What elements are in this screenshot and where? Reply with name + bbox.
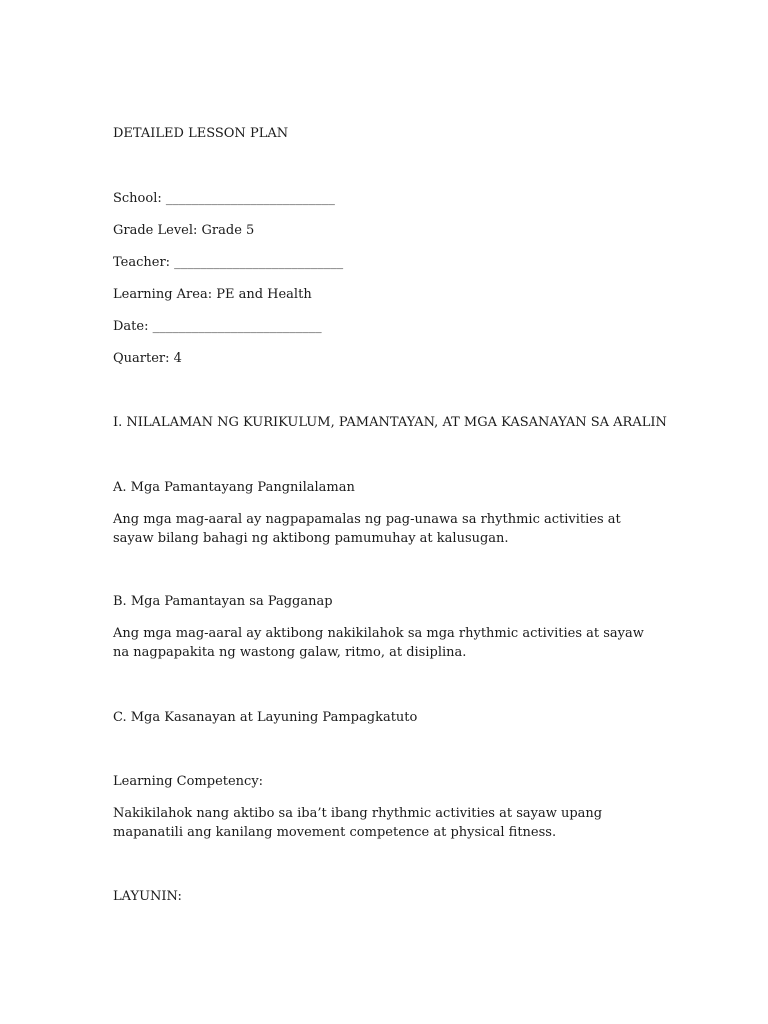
section-i-heading: I. NILALAMAN NG KURIKULUM, PAMANTAYAN, AT MGA KASANAYAN SA ARALIN (113, 415, 667, 430)
section-b-body: Ang mga mag-aaral ay aktibong nakikilahok sa mga rhythmic activities at sayaw na nagpapakita ng wastong galaw, ritmo, at disiplina. (113, 626, 644, 660)
section-a-heading: A. Mga Pamantayang Pangnilalaman (113, 480, 355, 495)
document-title: DETAILED LESSON PLAN (113, 126, 289, 141)
learning-competency-body: Nakikilahok nang aktibo sa iba’t ibang rhythmic activities at sayaw upang mapanatili ang kanilang movement competence at physical fitness. (113, 806, 603, 840)
date-field: Date: __________________________ (113, 319, 322, 334)
grade-level-field: Grade Level: Grade 5 (113, 223, 255, 238)
section-b-heading: B. Mga Pamantayan sa Pagganap (113, 594, 333, 609)
section-a-body: Ang mga mag-aaral ay nagpapamalas ng pag-unawa sa rhythmic activities at sayaw bilang bahagi ng aktibong pamumuhay at kalusugan. (113, 512, 621, 546)
quarter-field: Quarter: 4 (113, 351, 182, 366)
learning-area-field: Learning Area: PE and Health (113, 287, 312, 302)
school-field: School: __________________________ (113, 191, 335, 206)
learning-competency-label: Learning Competency: (113, 774, 264, 789)
teacher-field: Teacher: __________________________ (113, 255, 344, 270)
section-c-heading: C. Mga Kasanayan at Layuning Pampagkatuto (113, 710, 418, 725)
objectives-label: LAYUNIN: (113, 889, 182, 904)
